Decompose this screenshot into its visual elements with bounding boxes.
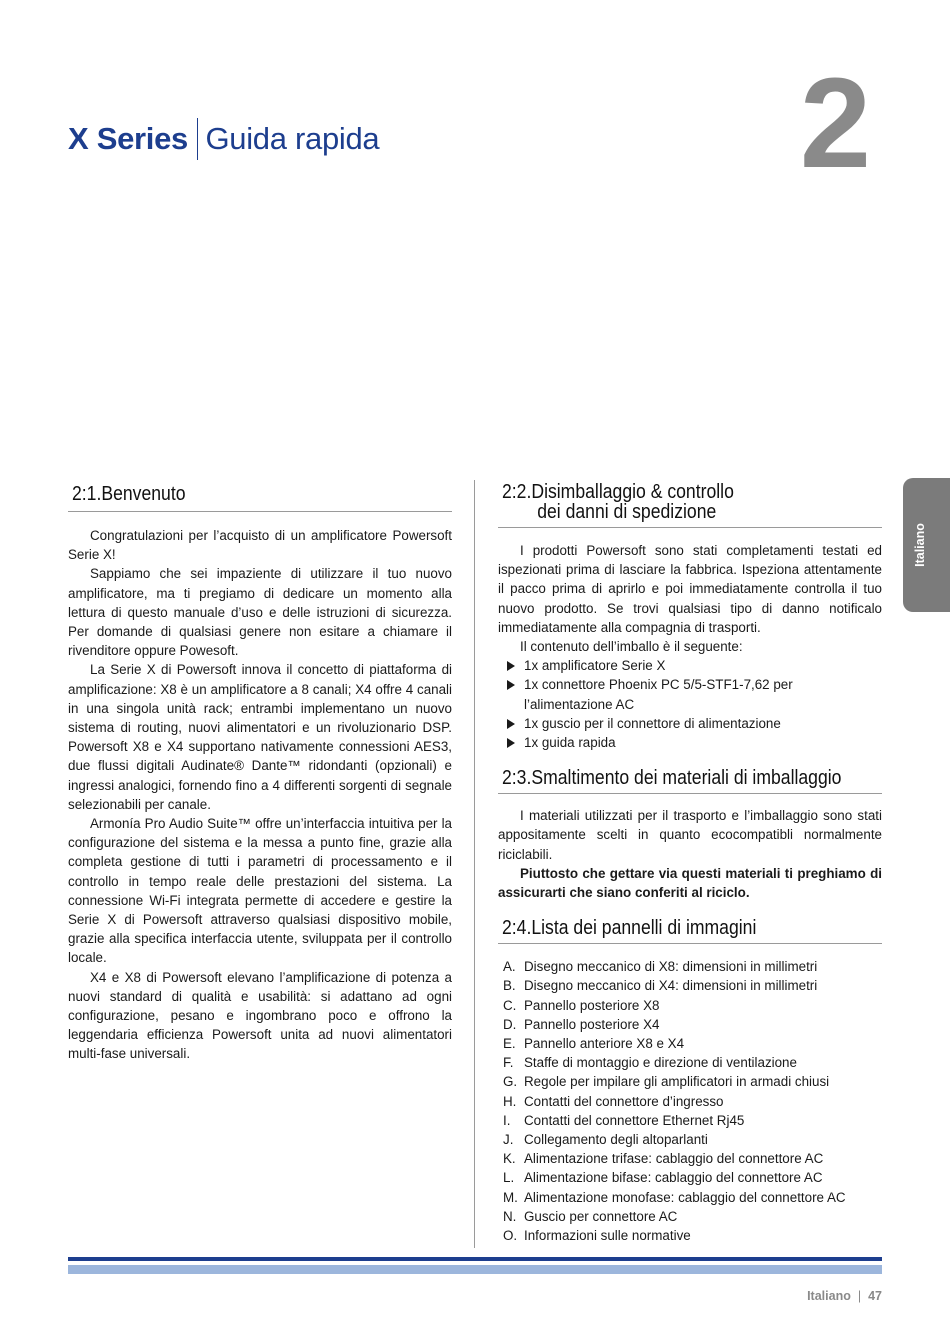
paragraph: Sappiamo che sei impaziente di utilizzare il tuo nuovo amplificatore, ma ti pregiamo di dedicare un momento alla lettura di questo manuale d’uso e delle istruzioni di sicurezza. Per domande di qualsiasi genere non esitare a chiamare il rivenditore oppure Powesoft. <box>68 566 452 659</box>
package-contents-list <box>498 656 882 752</box>
list-item: I. Contatti del connettore Ethernet Rj45 <box>503 1112 745 1128</box>
list-item: 1x guida rapida <box>498 733 882 752</box>
list-item: B. Disegno meccanico di X4: dimensioni in millimetri <box>503 978 818 994</box>
section-4-title: 2:4.Lista dei pannelli di immagini <box>502 917 757 940</box>
footer-stripe-light <box>68 1265 882 1274</box>
section-3-title: 2:3.Smaltimento dei materiali di imballaggio <box>502 767 842 790</box>
list-item: A. Disegno meccanico di X8: dimensioni in millimetri <box>503 959 818 975</box>
bullet-triangle-icon <box>507 680 515 690</box>
paragraph: I materiali utilizzati per il trasporto e l’imballaggio sono stati appositamente scelti in quanto ecocompatibli normalmente riciclabili. <box>498 808 882 862</box>
title-divider <box>197 118 199 160</box>
list-item: 1x connettore Phoenix PC 5/5-STF1-7,62 per l’alimentazione AC <box>498 675 882 713</box>
section-heading <box>498 764 882 794</box>
section-2-title-line2: dei danni di spedizione <box>537 501 717 523</box>
language-tab <box>903 478 950 612</box>
language-tab-label: Italiano <box>913 523 927 567</box>
section-2-title-line1: 2:2.Disimballaggio & controllo <box>502 481 734 503</box>
paragraph: Congratulazioni per l’acquisto di un amplificatore Powersoft Serie X! <box>68 528 452 563</box>
right-column <box>498 478 882 1245</box>
paragraph: I prodotti Powersoft sono stati completamenti testati ed ispezionati prima di lasciare la fabbrica. Ispeziona attentamente il pacco prima di aprirlo e poi immediatamente controlla il tuo nuovo prodotto. Se trovi qualsiasi tipo di danno notificalo immediatamente alla compagnia di trasporti. <box>498 543 882 635</box>
bullet-triangle-icon <box>507 738 515 748</box>
list-item: M. Alimentazione monofase: cablaggio del connettore AC <box>503 1189 846 1205</box>
bullet-triangle-icon <box>507 661 515 671</box>
paragraph-bold: Piuttosto che gettare via questi materiali ti preghiamo di assicurarti che siano conferiti al riciclo. <box>498 865 882 901</box>
list-item: J. Collegamento degli altoparlanti <box>503 1132 708 1148</box>
list-item: H. Contatti del connettore d’ingresso <box>503 1093 724 1109</box>
list-item: G. Regole per impilare gli amplificatori in armadi chiusi <box>503 1074 830 1090</box>
list-item: O. Informazioni sulle normative <box>503 1228 691 1244</box>
image-panels-list <box>498 957 882 1245</box>
column-divider <box>474 480 475 1248</box>
section-heading <box>68 478 452 512</box>
page-number: 47 <box>868 1289 882 1303</box>
list-item: 1x guscio per il connettore di alimentazione <box>498 714 882 733</box>
left-column <box>68 478 452 1064</box>
bullet-triangle-icon <box>507 719 515 729</box>
title-series: X Series <box>68 121 188 156</box>
paragraph: Armonía Pro Audio Suite™ offre un’interfaccia intuitiva per la configurazione del sistema e la messa a punto fine, grazie alla completa gestione di tutti i parametri di processamento e il controllo in tempo reale delle prestazioni del sistema. La connessione Wi-Fi integrata permette di accedere e gestire la Serie X di Powersoft attraverso qualsiasi dispositivo mobile, grazie alla specifica interfaccia utente, sviluppata per il controllo locale. <box>68 816 452 966</box>
list-item: L. Alimentazione bifase: cablaggio del connettore AC <box>503 1170 823 1186</box>
paragraph: La Serie X di Powersoft innova il concetto di piattaforma di amplificazione: X8 è un amplificatore a 8 canali; X4 offre 4 canali in una singola unità rack; entrambi implementano un nuovo sistema di routing, nuovi alimentatori e un rivoluzionario DSP. Powersoft X8 e X4 supportano nativamente connessioni AES3, due flussi digitali Audinate® Dante™ ridondanti (opzionali) e ingressi analogici, fornendo fino a 4 differenti sorgenti di segnale selezionabili per canale. <box>68 662 452 812</box>
footer-language: Italiano <box>807 1289 851 1303</box>
paragraph: X4 e X8 di Powersoft elevano l’amplificazione di potenza a nuovi standard di qualità e usabilità: si adattano ad ogni configurazione, pesano e ingombrano poco e offrono la leggendaria efficienza Powersoft unita ad nuovi alimentatori multi-fase universali. <box>68 969 452 1062</box>
section-1-title: 2:1.Benvenuto <box>72 483 186 505</box>
section-heading <box>498 478 882 528</box>
page-footer <box>807 1289 882 1303</box>
chapter-number: 2 <box>799 52 871 195</box>
footer-stripe-dark <box>68 1257 882 1261</box>
list-item: 1x amplificatore Serie X <box>498 656 882 675</box>
list-item: F. Staffe di montaggio e direzione di ventilazione <box>503 1055 797 1071</box>
paragraph: Il contenuto dell’imballo è il seguente: <box>520 639 743 655</box>
document-title <box>68 118 379 160</box>
list-item: N. Guscio per connettore AC <box>503 1208 678 1224</box>
list-item: E. Pannello anteriore X8 e X4 <box>503 1036 685 1052</box>
list-item: K. Alimentazione trifase: cablaggio del connettore AC <box>503 1151 824 1167</box>
title-guide: Guida rapida <box>205 121 380 156</box>
list-item: C. Pannello posteriore X8 <box>503 997 660 1013</box>
section-heading <box>498 914 882 944</box>
footer-separator: | <box>857 1289 862 1303</box>
list-item: D. Pannello posteriore X4 <box>503 1016 660 1032</box>
